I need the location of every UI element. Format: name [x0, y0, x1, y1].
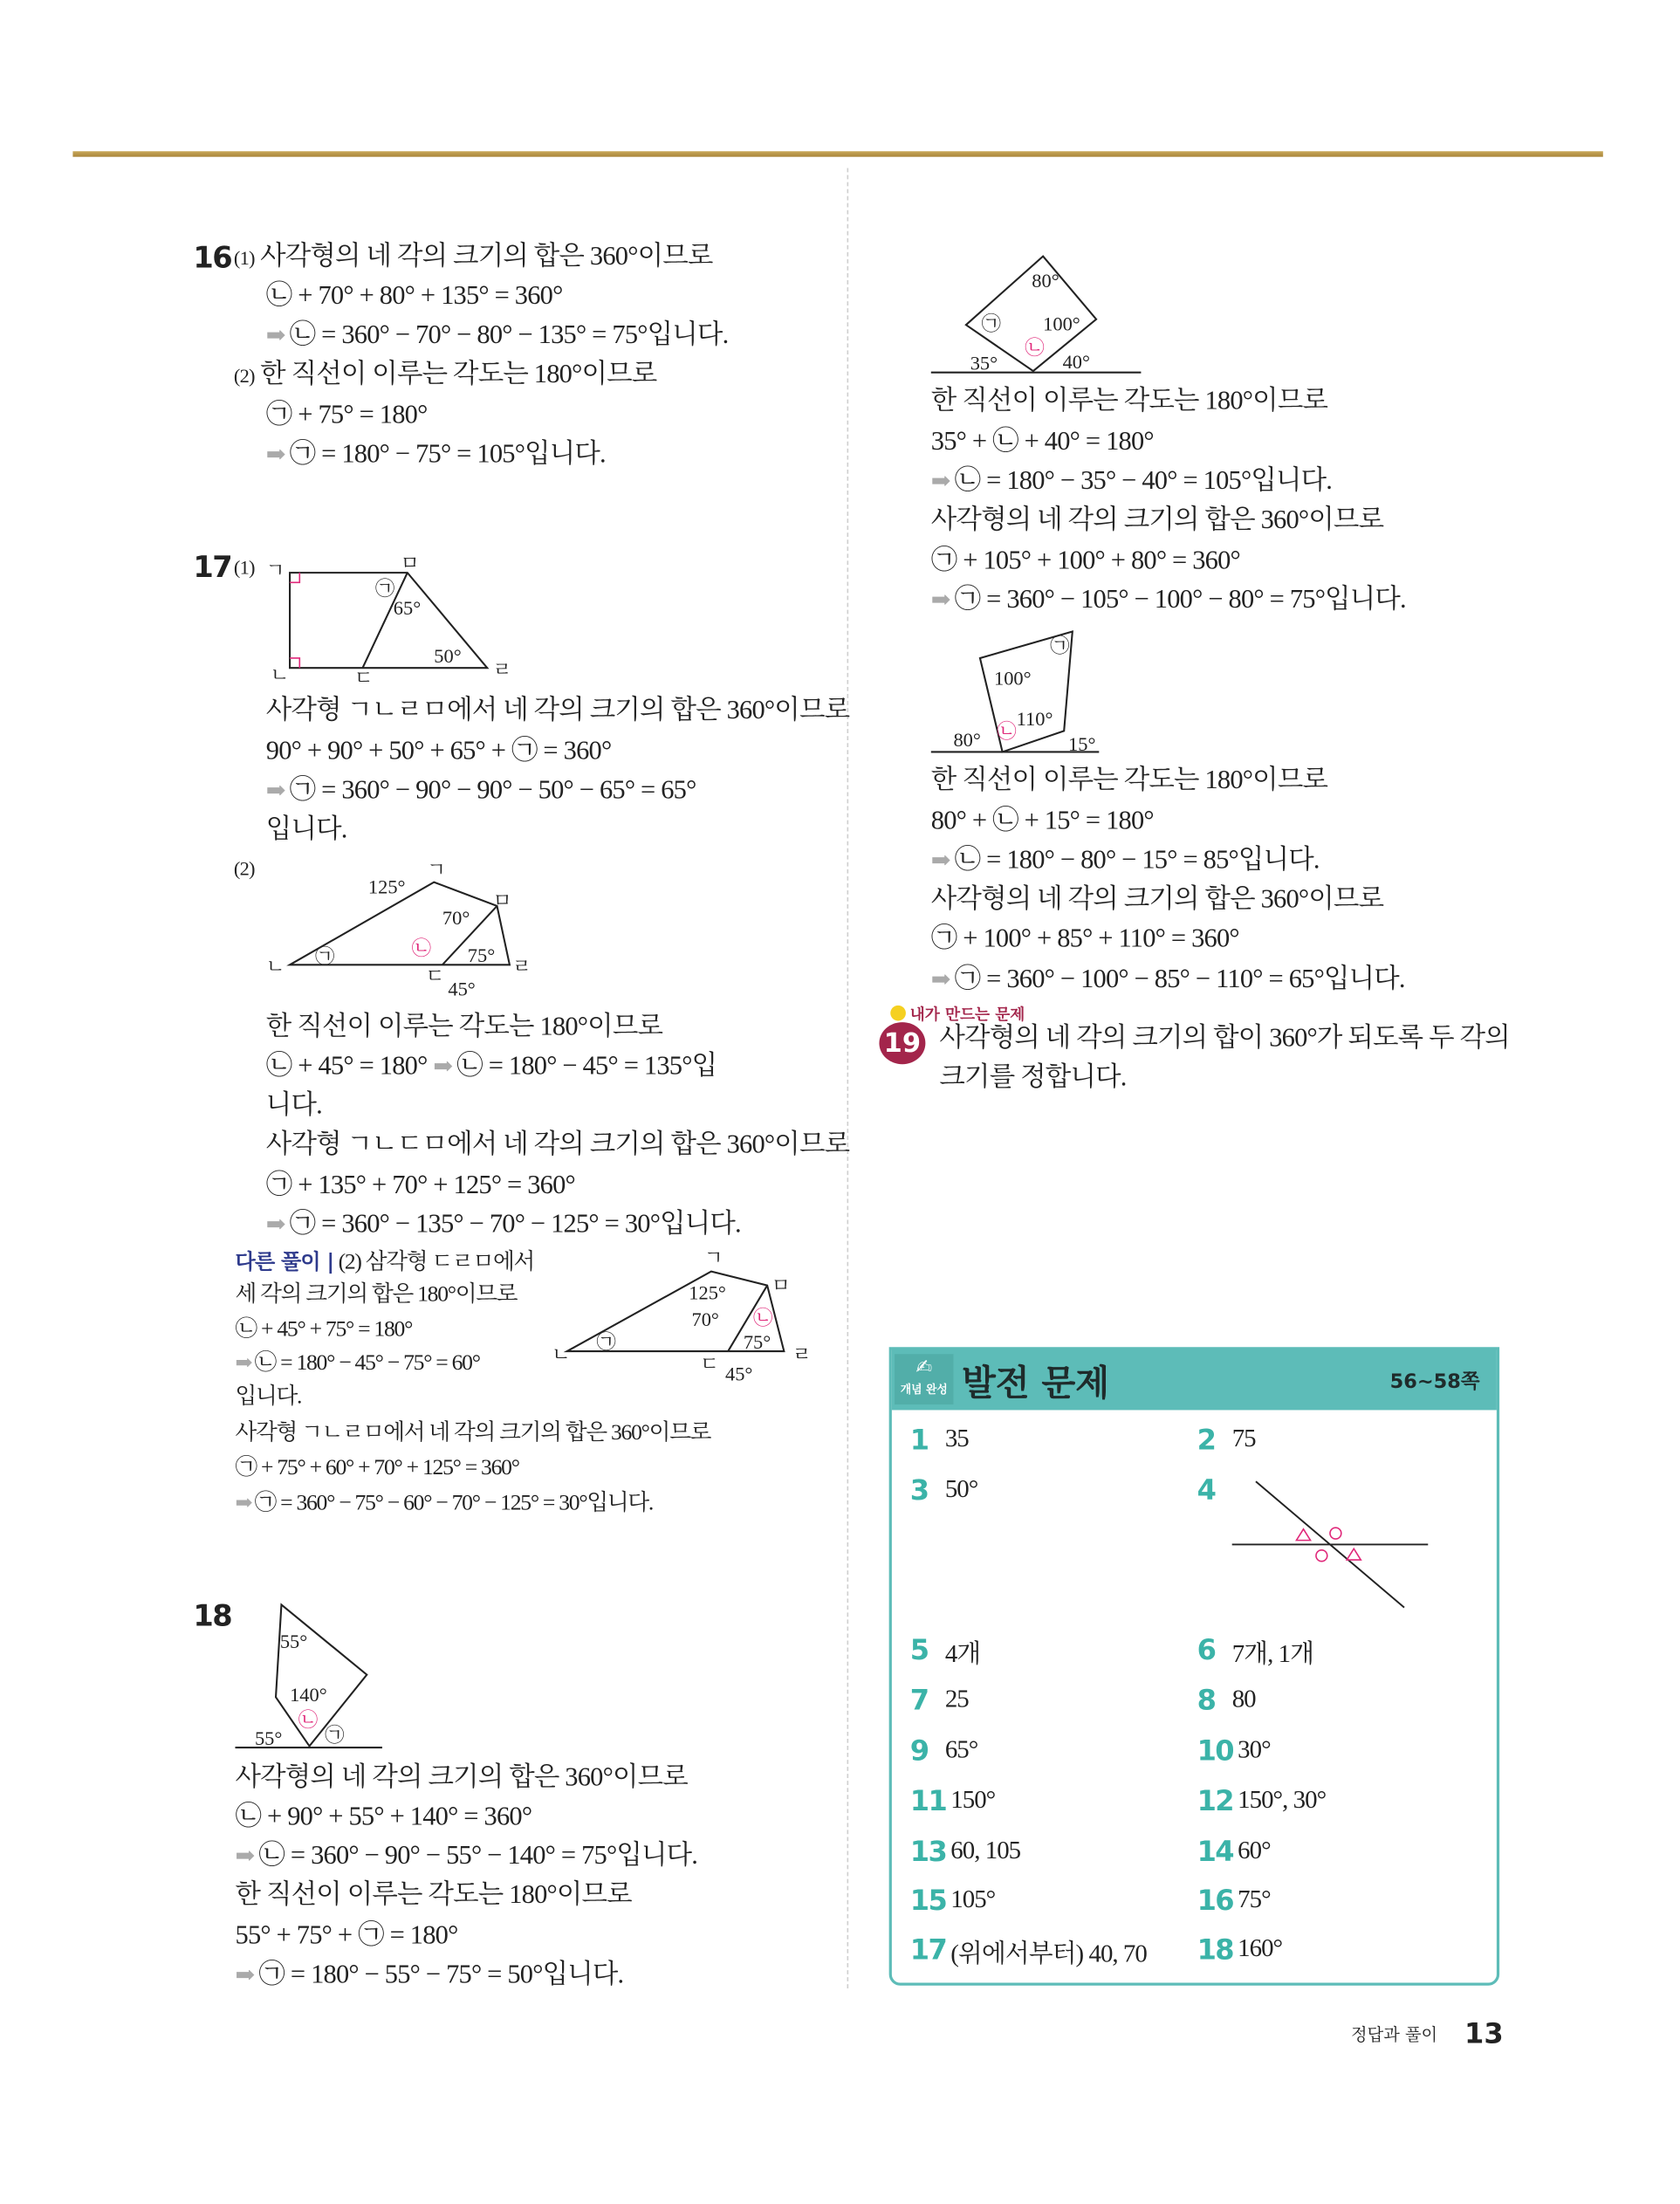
solution-line: ㉠ + 75° = 180° [265, 400, 428, 430]
solution-line [931, 844, 1320, 878]
answer-number: 6 [1197, 1632, 1216, 1666]
alt-solution-line: 입니다. [235, 1384, 302, 1409]
vertex-label: ㄷ [425, 965, 445, 988]
answer-number: 15 [909, 1883, 947, 1918]
concept-badge [895, 1354, 953, 1404]
answer-number: 8 [1197, 1683, 1216, 1717]
angle-label: 70° [442, 906, 470, 929]
solution-line [266, 1050, 717, 1084]
angle-label: ㉡ [997, 720, 1017, 743]
answer-value: 30° [1238, 1734, 1271, 1763]
angle-label: 75° [743, 1330, 771, 1353]
answer-number: 5 [909, 1632, 929, 1666]
text: ㉠ = 360° − 105° − 100° − 80° = 75°입니다. [954, 585, 1406, 615]
answer-number: 3 [909, 1473, 929, 1507]
answer-value: 75 [1231, 1424, 1256, 1452]
answer-value: 60° [1238, 1836, 1271, 1864]
answer-number: 13 [909, 1834, 947, 1869]
arrow-icon: ➡ [930, 847, 950, 875]
vertex-label: ㄷ [353, 667, 374, 690]
answer-value: 25 [944, 1684, 969, 1713]
answer-number: 9 [909, 1733, 929, 1768]
arrow-icon: ➡ [930, 587, 950, 614]
answer-value: 4개 [944, 1639, 981, 1668]
angle-label: ㉠ [981, 312, 1001, 335]
alt-solution-line [236, 1349, 480, 1379]
arrow-icon: ➡ [433, 1053, 453, 1080]
part-label: (1) [233, 249, 255, 271]
solution-line: 한 직선이 이루는 각도는 180°이므로 [235, 1880, 632, 1911]
solution-line: 크기를 정합니다. [939, 1062, 1127, 1093]
vertex-label: ㅁ [400, 552, 420, 574]
solution-line: 니다. [265, 1090, 322, 1121]
text: ㉠ = 360° − 100° − 85° − 110° = 65°입니다. [954, 965, 1405, 994]
alt-solution-line: ㉡ + 45° + 75° = 180° [235, 1317, 413, 1342]
text: 사각형의 네 각의 크기의 합은 360°이므로 [260, 242, 713, 272]
circle-mark [1316, 1550, 1327, 1562]
part-label: (2) [233, 367, 255, 388]
angle-label: ㉠ [314, 945, 335, 968]
question-number-badge: 19 [879, 1022, 925, 1064]
answer-number: 16 [1197, 1883, 1234, 1918]
vertex-label: ㄹ [792, 1343, 812, 1366]
answer-number: 2 [1197, 1422, 1216, 1457]
vertex-label: ㅁ [492, 889, 512, 912]
solution-line: 입니다. [265, 814, 347, 845]
angle-label: 65° [393, 597, 422, 620]
solution-line: 55° + 75° + ㉠ = 180° [235, 1920, 458, 1951]
text: ㉡ = 180° − 80° − 15° = 85°입니다. [954, 845, 1320, 875]
alt-solution-line [236, 1488, 654, 1519]
answer-number: 17 [909, 1932, 947, 1967]
angle-label: 75° [467, 944, 496, 967]
pencil-icon: ✍ [915, 1356, 933, 1380]
angle-label: ㉠ [596, 1330, 616, 1353]
text: (1) [233, 559, 255, 580]
angle-label: 140° [290, 1684, 327, 1706]
vertex-label: ㄴ [265, 955, 285, 978]
circle-mark [1330, 1528, 1341, 1539]
text: ㉡ = 180° − 45° = 135°입 [456, 1051, 717, 1081]
solution-line [266, 1208, 741, 1242]
alt-solution-line [236, 1246, 534, 1279]
solution-line: 한 직선이 이루는 각도는 180°이므로 [930, 386, 1328, 416]
answer-value: 65° [944, 1734, 978, 1763]
triangle-mark [1296, 1529, 1310, 1541]
part-label [234, 851, 260, 888]
angle-label: 125° [689, 1281, 726, 1304]
page-range: 56~58쪽 [1389, 1370, 1480, 1394]
vertex-label: ㄱ [265, 559, 285, 581]
text: ㉡ = 360° − 90° − 55° − 140° = 75°입니다. [258, 1841, 698, 1871]
angle-label: 50° [434, 644, 462, 667]
arrow-icon: ➡ [930, 965, 950, 993]
text: ㉠ = 360° − 135° − 70° − 125° = 30°입니다. [289, 1210, 741, 1239]
angle-label: ㉠ [1050, 635, 1070, 657]
arrow-icon: ➡ [235, 1493, 252, 1515]
text: ㉡ + 45° = 180° [265, 1051, 428, 1081]
answer-number: 18 [1197, 1932, 1234, 1967]
angle-label: 55° [254, 1727, 283, 1749]
text: (2) 삼각형 ㄷㄹㅁ에서 [338, 1250, 535, 1274]
text: ㉡ = 360° − 70° − 80° − 135° = 75°입니다. [289, 320, 729, 351]
angle-label: 45° [724, 1363, 753, 1385]
answer-value: 35 [944, 1424, 969, 1452]
answer-box-header [892, 1349, 1497, 1410]
answer-number: 11 [909, 1783, 947, 1818]
arrow-icon: ➡ [235, 1352, 252, 1376]
solution-line: 사각형의 네 각의 크기의 합은 360°이므로 [930, 884, 1384, 915]
text: (2) [233, 859, 255, 882]
solution-line: ㉠ + 105° + 100° + 80° = 360° [930, 546, 1240, 576]
arrow-icon: ➡ [235, 1843, 255, 1870]
angle-label: ㉠ [374, 577, 395, 600]
angle-label: ㉡ [753, 1307, 773, 1329]
vertex-label: ㅁ [771, 1274, 791, 1297]
text: ㉠ = 360° − 75° − 60° − 70° − 125° = 30°입니다. [254, 1491, 654, 1515]
question-number: 16 [193, 240, 232, 275]
footer-label: 정답과 풀이 [1351, 2024, 1438, 2045]
angle-label: ㉠ [325, 1724, 345, 1747]
angle-label: 80° [953, 729, 981, 752]
answer-number: 4 [1197, 1473, 1216, 1507]
vertex-label: ㄹ [492, 658, 512, 681]
alt-solution-line: 사각형 ㄱㄴㄹㅁ에서 네 각의 크기의 합은 360°이므로 [235, 1421, 711, 1445]
angle-label: 55° [279, 1631, 308, 1653]
angle-label: 45° [448, 978, 476, 1000]
solution-line: ㉡ + 70° + 80° + 135° = 360° [265, 281, 563, 312]
angle-label: 35° [970, 352, 998, 374]
text: ㉠ = 180° − 55° − 75° = 50°입니다. [258, 1960, 624, 1990]
alt-solution-line: ㉠ + 75° + 60° + 70° + 125° = 360° [235, 1456, 519, 1480]
smiley-icon [890, 1006, 906, 1021]
vertex-label: ㄴ [270, 664, 290, 687]
vertex-label: ㄱ [703, 1246, 723, 1269]
solution-line: 사각형의 네 각의 크기의 합은 360°이므로 [235, 1762, 688, 1793]
text: 개념 완성 [900, 1383, 948, 1397]
angle-label: 15° [1068, 732, 1096, 755]
angle-label: 70° [691, 1308, 719, 1331]
answer-box-title: 발전 문제 [962, 1362, 1110, 1404]
answer-value: 60, 105 [950, 1836, 1021, 1864]
answer-number: 7 [909, 1683, 929, 1717]
arrow-icon: ➡ [265, 441, 285, 468]
solution-line: 한 직선이 이루는 각도는 180°이므로 [930, 766, 1328, 796]
vertex-label: ㄷ [700, 1353, 719, 1376]
alt-solution-label: 다른 풀이 | [235, 1248, 334, 1274]
solution-line [236, 1959, 624, 1993]
alt-solution-line: 세 각의 크기의 합은 180°이므로 [235, 1282, 518, 1307]
answer-value: 160° [1238, 1933, 1283, 1962]
vertex-label: ㄱ [427, 859, 446, 882]
text: 내가 만드는 문제 [909, 1005, 1025, 1024]
solution-line [931, 964, 1405, 998]
solution-line: 35° + ㉡ + 40° = 180° [930, 427, 1154, 457]
text: 한 직선이 이루는 각도는 180°이므로 [260, 360, 657, 389]
question-number: 17 [193, 550, 232, 584]
solution-line: 90° + 90° + 50° + 65° + ㉠ = 360° [265, 736, 612, 766]
solution-line: ㉡ + 90° + 55° + 140° = 360° [235, 1802, 532, 1832]
angle-label: 40° [1062, 350, 1091, 373]
angle-label: 100° [993, 667, 1032, 690]
angle-label: 110° [1016, 707, 1053, 730]
answer-number: 10 [1197, 1733, 1234, 1768]
answer-value: 150° [950, 1785, 996, 1814]
answer-value: 50° [944, 1474, 978, 1503]
solution-line: 사각형의 네 각의 크기의 합은 360°이므로 [930, 505, 1384, 535]
solution-line: 한 직선이 이루는 각도는 180°이므로 [265, 1012, 663, 1042]
answer-value: 80 [1231, 1684, 1256, 1713]
angle-label: ㉡ [411, 937, 432, 960]
solution-line: 80° + ㉡ + 15° = 180° [930, 807, 1154, 836]
answer-value: 75° [1238, 1885, 1271, 1913]
solution-line [236, 1840, 698, 1874]
angle-label: 80° [1032, 269, 1059, 292]
answer-number: 12 [1197, 1783, 1234, 1818]
text: ㉡ = 180° − 35° − 40° = 105°입니다. [954, 466, 1333, 496]
solution-line: ㉠ + 135° + 70° + 125° = 360° [265, 1171, 575, 1200]
arrow-icon: ➡ [265, 321, 285, 349]
solution-line: ㉠ + 100° + 85° + 110° = 360° [930, 923, 1239, 954]
answer-4-figure [1218, 1470, 1443, 1617]
answer-value: 7개, 1개 [1231, 1639, 1314, 1668]
triangle-mark [1347, 1548, 1361, 1560]
angle-label: 125° [367, 875, 406, 898]
arrow-icon: ➡ [265, 1211, 285, 1239]
solution-line: 사각형 ㄱㄴㄹㅁ에서 네 각의 크기의 합은 360°이므로 [265, 696, 850, 725]
vertex-label: ㄴ [552, 1343, 571, 1366]
angle-label: ㉡ [1025, 336, 1045, 359]
answer-number: 14 [1197, 1834, 1234, 1869]
solution-line [931, 465, 1332, 499]
angle-label: 100° [1043, 312, 1080, 335]
text: ㉠ = 180° − 75° = 105°입니다. [289, 439, 606, 470]
page-number: 13 [1464, 2016, 1504, 2050]
solution-line [931, 584, 1406, 618]
solution-line: 사각형 ㄱㄴㄷㅁ에서 네 각의 크기의 합은 360°이므로 [265, 1129, 850, 1160]
arrow-icon: ➡ [930, 467, 950, 495]
answer-value: (위에서부터) 40, 70 [950, 1939, 1147, 1967]
arrow-icon: ➡ [235, 1961, 255, 1988]
solution-line [266, 774, 696, 808]
answer-value: 150°, 30° [1238, 1785, 1327, 1814]
question-number: 18 [193, 1598, 232, 1633]
angle-label: ㉡ [298, 1708, 319, 1731]
text: ㉠ = 360° − 90° − 90° − 50° − 65° = 65° [289, 775, 696, 806]
solution-line: 사각형의 네 각의 크기의 합이 360°가 되도록 두 각의 [939, 1023, 1510, 1054]
answer-number: 1 [909, 1422, 929, 1457]
answer-value: 105° [950, 1885, 996, 1913]
arrow-icon: ➡ [265, 777, 285, 804]
text: ㉡ = 180° − 45° − 75° = 60° [254, 1351, 480, 1376]
vertex-label: ㄹ [512, 955, 531, 978]
